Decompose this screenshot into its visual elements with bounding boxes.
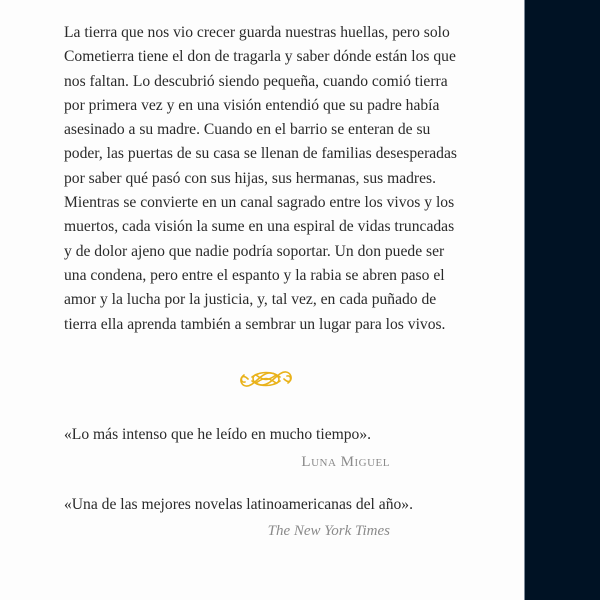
- quote-attribution: The New York Times: [267, 523, 390, 539]
- blurb-line: poder, las puertas de su casa se llenan de familias desesperadas: [64, 145, 457, 163]
- blurb-line: Cometierra tiene el don de tragarla y saber dónde están los que: [64, 48, 456, 66]
- blurb-line: una condena, pero entre el espanto y la rabia se abren paso el: [64, 266, 445, 284]
- blurb-line: y de dolor ajeno que nadie podría soportar. Un don puede ser: [64, 242, 445, 260]
- blurb-line: asesinado a su madre. Cuando en el barrio se enteran de su: [64, 121, 431, 139]
- blurb-line: nos faltan. Lo descubrió siendo pequeña, cuando comió tierra: [64, 72, 448, 90]
- blurb-line: por primera vez y en una visión entendió que su padre había: [64, 96, 440, 114]
- blurb-line: amor y la lucha por la justicia, y, tal vez, en cada puñado de: [64, 291, 437, 309]
- cover-spine-edge: [524, 0, 600, 600]
- blurb-line: por saber qué pasó con sus hijas, sus hermanas, sus madres.: [64, 169, 437, 187]
- blurb-line: muertos, cada visión la sume en una espiral de vidas truncadas: [64, 218, 455, 236]
- blurb-line: La tierra que nos vio crecer guarda nuestras huellas, pero solo: [64, 24, 450, 41]
- review-quote: «Lo más intenso que he leído en mucho tiempo».: [64, 426, 372, 443]
- synopsis-blurb: [64, 21, 484, 337]
- blurb-line: tierra ella aprenda también a sembrar un lugar para los vivos.: [64, 315, 446, 333]
- quote-attribution: Luna Miguel: [301, 454, 390, 470]
- blurb-line: Mientras se convierte en un canal sagrado entre los vivos y los: [64, 194, 455, 212]
- review-quote: «Una de las mejores novelas latinoamericanas del año».: [64, 496, 414, 513]
- flourish-ornament-icon: [236, 365, 296, 393]
